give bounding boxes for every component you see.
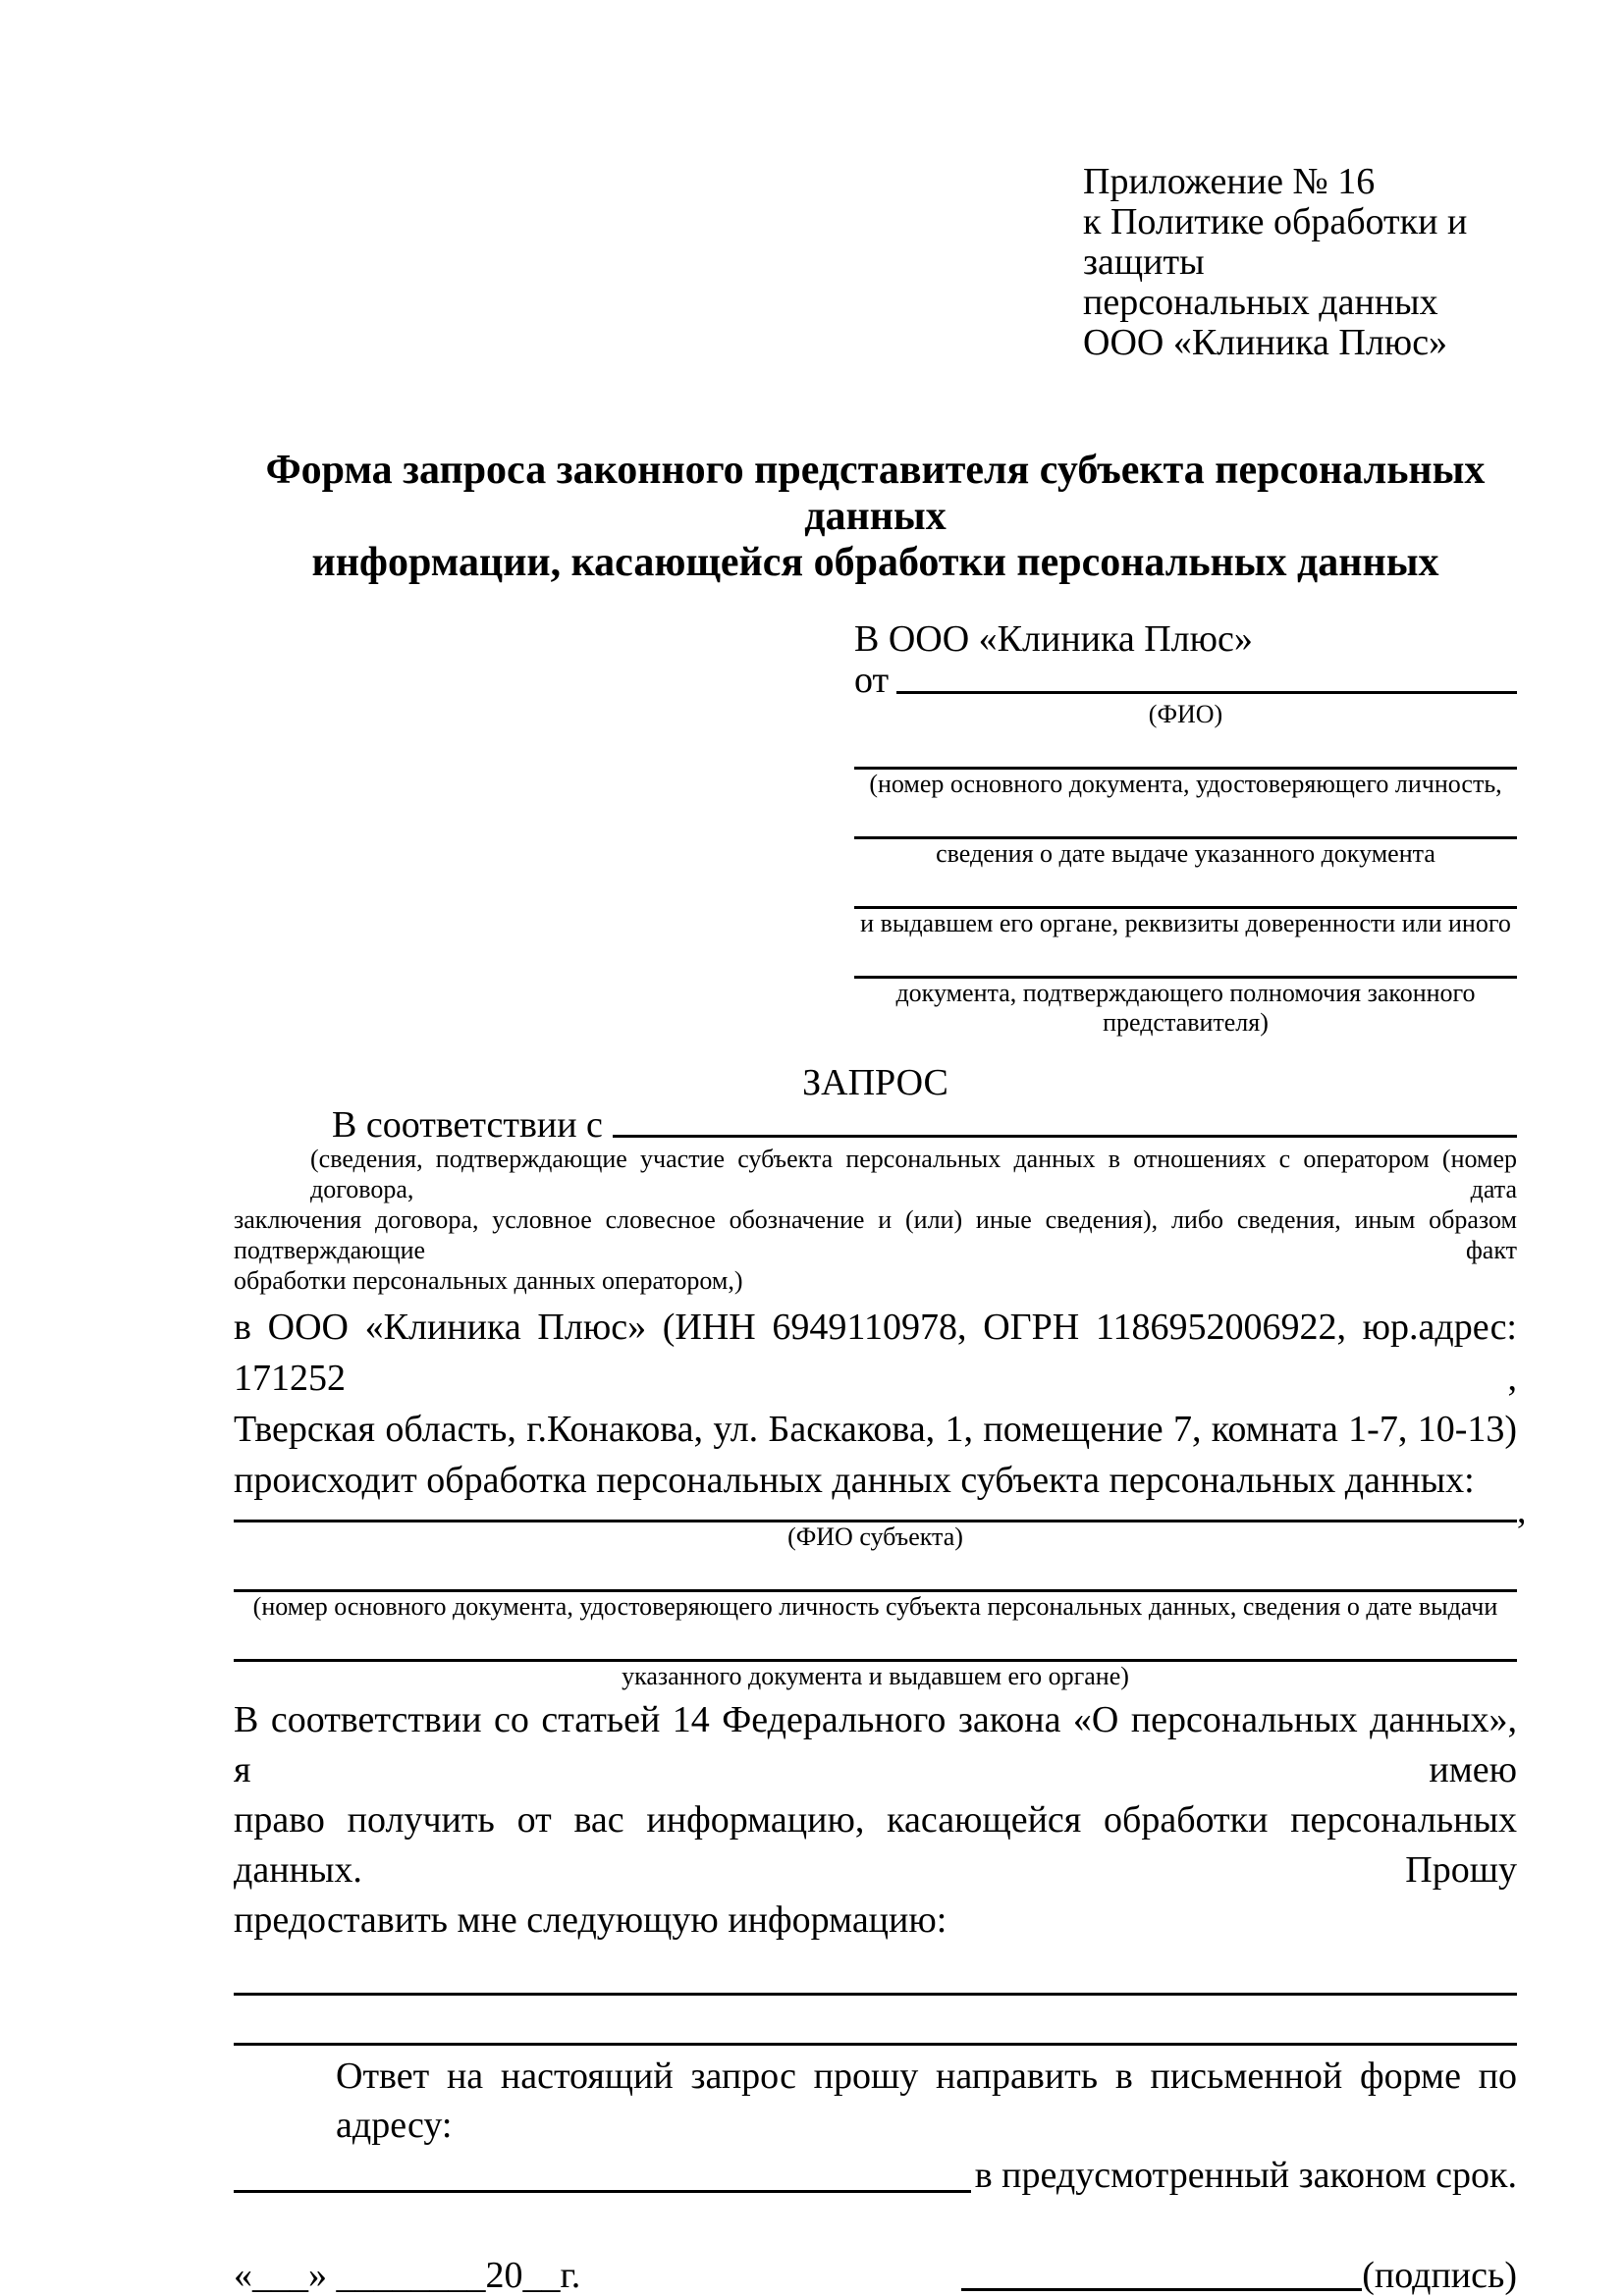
accordance-input-line[interactable] <box>613 1129 1517 1138</box>
accordance-note-line: обработки персональных данных оператором,) <box>234 1266 743 1295</box>
appendix-header-line: Приложение № 16 <box>1083 161 1376 202</box>
signature-caption: (подпись) <box>1362 2255 1517 2296</box>
law-paragraph-line: предоставить мне следующую информацию: <box>234 1899 947 1941</box>
representative-document-input-line[interactable] <box>854 729 1517 770</box>
document-issue-date-input-line[interactable] <box>854 799 1517 839</box>
signature-row <box>234 2254 1517 2296</box>
accordance-label: В соответствии с <box>332 1104 603 1146</box>
operator-paragraph <box>234 1302 1517 1506</box>
fio-caption: (ФИО) <box>1148 700 1223 728</box>
law-paragraph-line: В соответствии со статьей 14 Федерального закона «О персональных данных», я имею <box>234 1699 1517 1790</box>
authority-document-input-line[interactable] <box>854 938 1517 979</box>
subject-document-issuer-caption: указанного документа и выдавшем его органе) <box>622 1662 1129 1690</box>
trailing-comma: , <box>1517 1490 1527 1531</box>
date-field[interactable]: «___» ________20__г. <box>234 2255 581 2296</box>
reply-deadline-text: в предусмотренный законом срок. <box>974 2155 1517 2196</box>
from-label: от <box>854 660 890 701</box>
form-title-line: Форма запроса законного представителя субъекта персональных данных <box>265 448 1486 539</box>
form-title-line: информации, касающейся обработки персональных данных <box>311 540 1439 585</box>
representative-document-caption: (номер основного документа, удостоверяющего личность, <box>869 770 1502 798</box>
subject-fio-caption: (ФИО субъекта) <box>787 1522 963 1551</box>
from-line <box>854 659 1517 700</box>
law-paragraph <box>234 1695 1517 1946</box>
addressee-to: В ООО «Клиника Плюс» <box>854 618 1253 660</box>
accordance-note <box>234 1144 1517 1296</box>
reply-address-line <box>234 2150 1517 2199</box>
subject-document-input-line[interactable] <box>234 1552 1517 1592</box>
appendix-header-line: ООО «Клиника Плюс» <box>1083 322 1448 363</box>
signature-area <box>961 2254 1517 2296</box>
requested-info-input-line-1[interactable] <box>234 1946 1517 1996</box>
accordance-note-line: (сведения, подтверждающие участие субъекта персональных данных в отношениях с оператором (номер договора, дата <box>310 1145 1517 1203</box>
appendix-header-line: персональных данных <box>1083 282 1438 323</box>
subject-document-caption: (номер основного документа, удостоверяющего личность субъекта персональных данных, сведения о дате выдачи <box>252 1592 1498 1621</box>
subject-document-issuer-input-line[interactable] <box>234 1622 1517 1662</box>
reply-paragraph-line: Ответ на настоящий запрос прошу направить в письменной форме по адресу: <box>336 2056 1517 2146</box>
requested-info-input-line-2[interactable] <box>234 1996 1517 2046</box>
document-issue-date-caption: сведения о дате выдаче указанного документа <box>936 839 1435 868</box>
representative-fio-input-line[interactable] <box>896 685 1517 694</box>
addressee-block <box>854 619 1517 1038</box>
accordance-note-line: заключения договора, условное словесное обозначение и (или) иные сведения), либо сведения, иным образом подтверждающие факт <box>234 1205 1517 1264</box>
appendix-header-line: к Политике обработки и защиты <box>1083 201 1468 283</box>
authority-document-caption: документа, подтверждающего полномочия законного представителя) <box>895 979 1476 1037</box>
operator-paragraph-line: происходит обработка персональных данных субъекта персональных данных: <box>234 1460 1475 1501</box>
law-paragraph-line: право получить от вас информацию, касающейся обработки персональных данных. Прошу <box>234 1799 1517 1891</box>
operator-paragraph-line: Тверская область, г.Конакова, ул. Баскакова, 1, помещение 7, комната 1-7, 10-13) <box>234 1409 1517 1450</box>
signature-input-line[interactable] <box>961 2282 1362 2291</box>
issuing-authority-caption: и выдавшем его органе, реквизиты доверенности или иного <box>860 909 1511 937</box>
request-heading: ЗАПРОС <box>802 1062 948 1103</box>
issuing-authority-input-line[interactable] <box>854 869 1517 909</box>
form-title <box>234 448 1517 586</box>
accordance-line <box>234 1104 1517 1144</box>
document-content <box>234 161 1527 2296</box>
reply-address-input-line[interactable] <box>234 2184 971 2193</box>
subject-fio-input-line[interactable] <box>234 1490 1527 1531</box>
reply-paragraph <box>234 2052 1517 2199</box>
appendix-header <box>1083 162 1517 363</box>
operator-paragraph-line: в ООО «Клиника Плюс» (ИНН 6949110978, ОГРН 1186952006922, юр.адрес: 171252 , <box>234 1307 1517 1399</box>
